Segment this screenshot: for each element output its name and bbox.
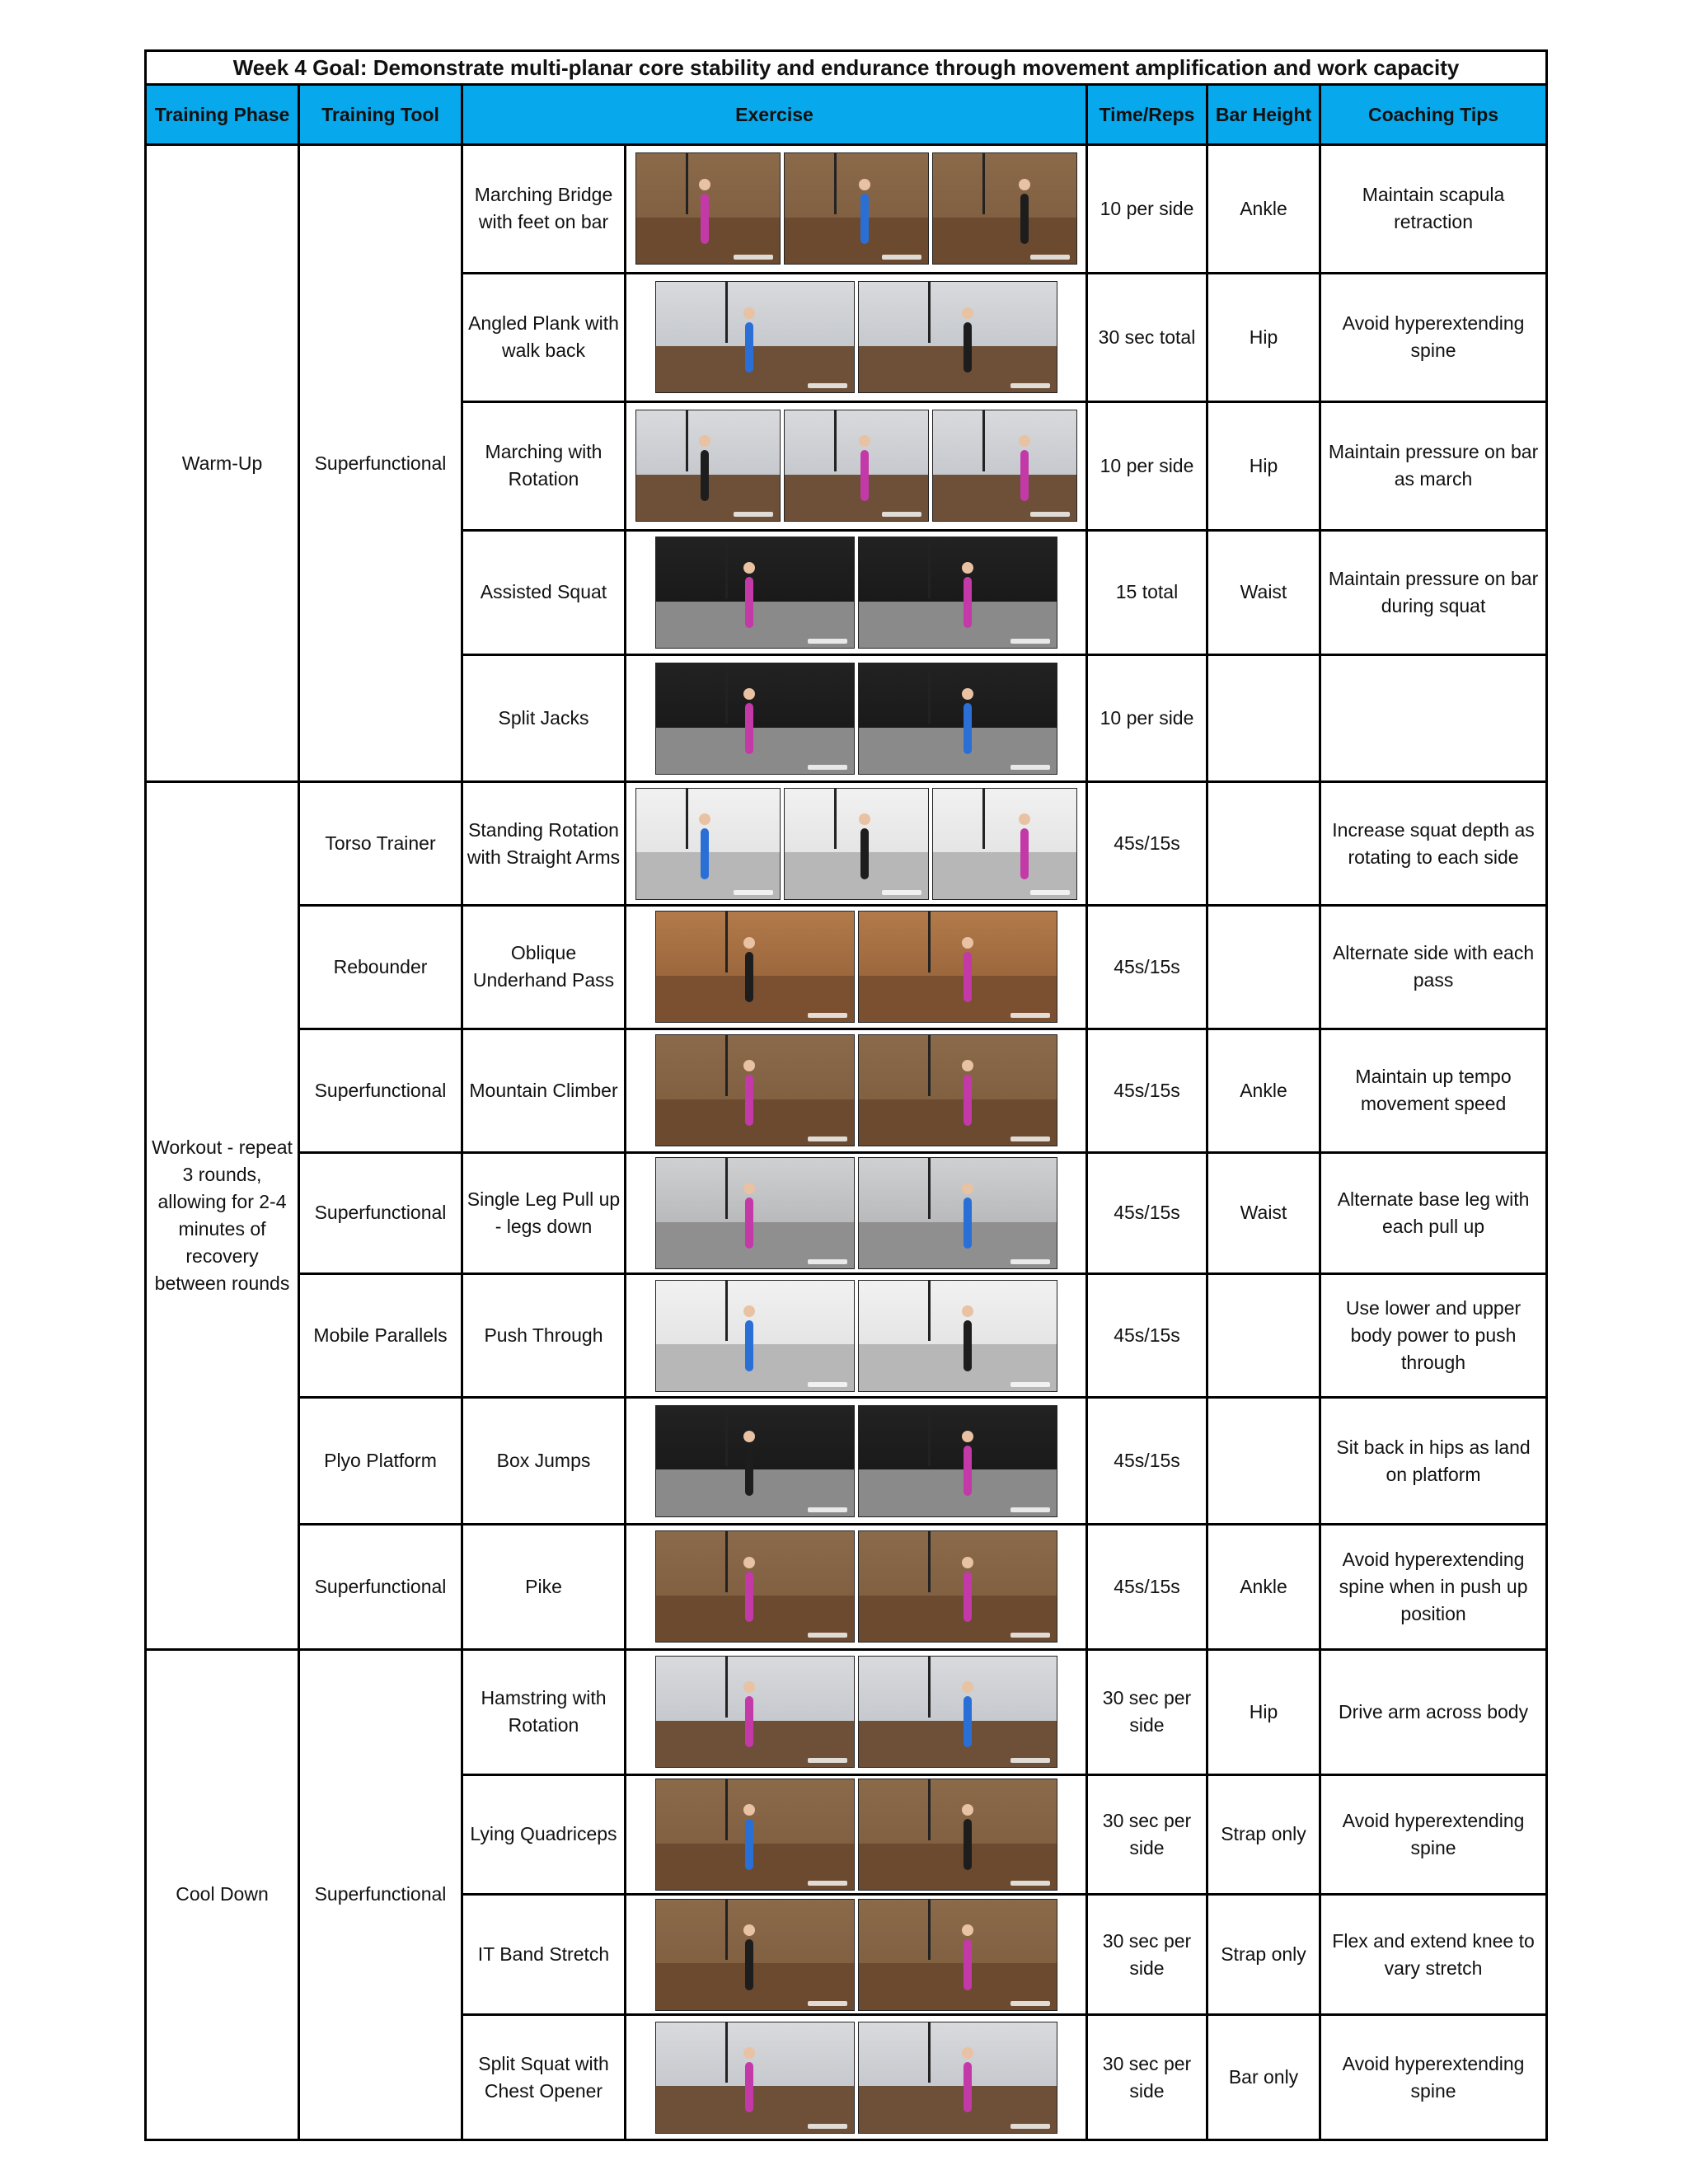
person-figure [964,1075,972,1126]
time-reps-cell: 10 per side [1087,401,1207,530]
coaching-tip-cell: Maintain scapula retraction [1320,145,1547,274]
exercise-images-cell [626,1029,1087,1152]
training-tool-cell: Mobile Parallels [299,1274,462,1398]
bar-height-cell: Ankle [1207,1524,1320,1649]
header-exercise: Exercise [462,85,1087,145]
exercise-name-cell: Mountain Climber [462,1029,626,1152]
person-figure [745,577,753,628]
person-figure [860,194,869,245]
time-reps-cell: 45s/15s [1087,1029,1207,1152]
bar-height-cell [1207,655,1320,782]
table-row [146,145,1547,274]
exercise-image-strip [626,274,1085,401]
table-row [146,906,1547,1029]
coaching-tip-cell: Sit back in hips as land on platform [1320,1398,1547,1525]
bar-height-cell: Hip [1207,273,1320,401]
watermark-logo [1010,2124,1050,2129]
person-figure [1020,194,1029,245]
time-reps-cell: 30 sec per side [1087,1649,1207,1774]
exercise-image-strip [626,2016,1085,2139]
coaching-tip-cell: Flex and extend knee to vary stretch [1320,1895,1547,2015]
exercise-photo [784,788,929,900]
person-figure [964,1696,972,1747]
exercise-images-cell [626,1152,1087,1274]
watermark-logo [808,383,847,388]
exercise-image-strip [626,1896,1085,2013]
time-reps-cell: 30 sec per side [1087,1774,1207,1895]
watermark-logo [1030,255,1070,260]
person-figure [701,828,709,879]
coaching-tip-cell: Avoid hyperextending spine [1320,2015,1547,2140]
exercise-photo [635,788,781,900]
exercise-photo [858,1899,1057,2011]
coaching-tip-cell [1320,655,1547,782]
exercise-images-cell [626,1774,1087,1895]
exercise-photo [858,1157,1057,1269]
watermark-logo [1030,890,1070,895]
watermark-logo [734,512,773,517]
person-figure [964,952,972,1003]
exercise-image-strip [626,1399,1085,1523]
exercise-name-cell: Angled Plank with walk back [462,273,626,401]
exercise-images-cell [626,273,1087,401]
exercise-photo [858,1530,1057,1643]
exercise-name-cell: Hamstring with Rotation [462,1649,626,1774]
exercise-photo [655,537,855,649]
person-figure [1020,828,1029,879]
header-coaching-tips: Coaching Tips [1320,85,1547,145]
exercise-image-strip [626,1154,1085,1273]
watermark-logo [808,1881,847,1886]
person-figure [745,1197,753,1249]
person-figure [964,1939,972,1990]
person-figure [745,1696,753,1747]
watermark-logo [808,2124,847,2129]
exercise-photo [655,911,855,1023]
coaching-tip-cell: Alternate base leg with each pull up [1320,1152,1547,1274]
watermark-logo [808,1013,847,1018]
person-figure [964,1572,972,1623]
watermark-logo [808,1137,847,1141]
bar-height-cell [1207,1398,1320,1525]
time-reps-cell: 45s/15s [1087,1152,1207,1274]
bar-height-cell: Ankle [1207,145,1320,274]
table-row [146,1398,1547,1525]
exercise-name-cell: Single Leg Pull up - legs down [462,1152,626,1274]
watermark-logo [1010,1507,1050,1512]
table-row [146,1029,1547,1152]
exercise-name-cell: Lying Quadriceps [462,1774,626,1895]
exercise-image-strip [626,907,1085,1028]
person-figure [964,703,972,754]
person-figure [964,577,972,628]
exercise-photo [858,1405,1057,1517]
exercise-images-cell [626,1398,1087,1525]
watermark-logo [734,890,773,895]
exercise-name-cell: Pike [462,1524,626,1649]
exercise-photo [858,281,1057,393]
time-reps-cell: 45s/15s [1087,1274,1207,1398]
person-figure [964,322,972,373]
watermark-logo [808,765,847,770]
time-reps-cell: 30 sec total [1087,273,1207,401]
workout-table [144,49,1548,2141]
time-reps-cell: 45s/15s [1087,906,1207,1029]
exercise-image-strip [626,1651,1085,1774]
training-tool-cell: Plyo Platform [299,1398,462,1525]
time-reps-cell: 45s/15s [1087,782,1207,906]
exercise-image-strip [626,1030,1085,1151]
time-reps-cell: 45s/15s [1087,1398,1207,1525]
coaching-tip-cell: Drive arm across body [1320,1649,1547,1774]
watermark-logo [882,512,921,517]
training-tool-cell: Superfunctional [299,1152,462,1274]
training-tool-cell: Superfunctional [299,145,462,782]
person-figure [745,322,753,373]
exercise-images-cell [626,401,1087,530]
person-figure [860,450,869,501]
exercise-images-cell [626,1649,1087,1774]
person-figure [745,703,753,754]
watermark-logo [1010,383,1050,388]
person-figure [745,952,753,1003]
table-row [146,1152,1547,1274]
watermark-logo [808,2001,847,2006]
time-reps-cell: 10 per side [1087,655,1207,782]
training-phase-cell: Warm-Up [146,145,299,782]
exercise-image-strip [626,146,1085,272]
exercise-photo [655,1530,855,1643]
exercise-image-strip [626,656,1085,780]
watermark-logo [808,1633,847,1638]
bar-height-cell: Waist [1207,1152,1320,1274]
exercise-name-cell: Standing Rotation with Straight Arms [462,782,626,906]
exercise-images-cell [626,1895,1087,2015]
coaching-tip-cell: Avoid hyperextending spine when in push up position [1320,1524,1547,1649]
exercise-name-cell: Marching Bridge with feet on bar [462,145,626,274]
exercise-name-cell: Oblique Underhand Pass [462,906,626,1029]
training-tool-cell: Rebounder [299,906,462,1029]
exercise-photo [655,2022,855,2134]
coaching-tip-cell: Alternate side with each pass [1320,906,1547,1029]
bar-height-cell: Ankle [1207,1029,1320,1152]
exercise-photo [858,1656,1057,1768]
bar-height-cell: Hip [1207,1649,1320,1774]
person-figure [964,1197,972,1249]
exercise-images-cell [626,530,1087,655]
bar-height-cell: Bar only [1207,2015,1320,2140]
bar-height-cell [1207,782,1320,906]
exercise-images-cell [626,145,1087,274]
watermark-logo [1010,1758,1050,1763]
exercise-name-cell: Split Jacks [462,655,626,782]
exercise-photo [635,410,781,522]
header-bar-height: Bar Height [1207,85,1320,145]
bar-height-cell [1207,906,1320,1029]
coaching-tip-cell: Increase squat depth as rotating to each side [1320,782,1547,906]
training-tool-cell: Torso Trainer [299,782,462,906]
person-figure [745,1819,753,1870]
watermark-logo [1010,1259,1050,1264]
exercise-images-cell [626,655,1087,782]
exercise-photo [932,152,1077,265]
time-reps-cell: 10 per side [1087,145,1207,274]
person-figure [964,1819,972,1870]
table-row [146,1649,1547,1774]
training-tool-cell: Superfunctional [299,1649,462,2139]
exercise-photo [932,788,1077,900]
watermark-logo [1030,512,1070,517]
exercise-images-cell [626,2015,1087,2140]
person-figure [964,1446,972,1497]
coaching-tip-cell: Use lower and upper body power to push through [1320,1274,1547,1398]
coaching-tip-cell: Avoid hyperextending spine [1320,1774,1547,1895]
training-phase-cell: Workout - repeat 3 rounds, allowing for 2-4 minutes of recovery between rounds [146,782,299,1650]
watermark-logo [808,1507,847,1512]
exercise-name-cell: IT Band Stretch [462,1895,626,2015]
training-tool-cell: Superfunctional [299,1524,462,1649]
bar-height-cell: Hip [1207,401,1320,530]
person-figure [701,450,709,501]
person-figure [701,194,709,245]
exercise-image-strip [626,1526,1085,1648]
exercise-photo [635,152,781,265]
training-phase-cell: Cool Down [146,1649,299,2139]
exercise-photo [655,663,855,775]
exercise-images-cell [626,782,1087,906]
exercise-photo [655,1034,855,1146]
watermark-logo [1010,1013,1050,1018]
watermark-logo [808,1382,847,1387]
exercise-photo [858,663,1057,775]
watermark-logo [1010,1881,1050,1886]
exercise-image-strip [626,532,1085,654]
exercise-photo [784,152,929,265]
watermark-logo [1010,639,1050,644]
table-row [146,1274,1547,1398]
exercise-photo [932,410,1077,522]
bar-height-cell [1207,1274,1320,1398]
watermark-logo [1010,1137,1050,1141]
exercise-photo [655,1157,855,1269]
time-reps-cell: 45s/15s [1087,1524,1207,1649]
header-training-phase: Training Phase [146,85,299,145]
exercise-image-strip [626,1275,1085,1396]
exercise-photo [655,1280,855,1392]
person-figure [745,1075,753,1126]
coaching-tip-cell: Maintain up tempo movement speed [1320,1029,1547,1152]
watermark-logo [808,1259,847,1264]
header-training-tool: Training Tool [299,85,462,145]
watermark-logo [1010,1382,1050,1387]
exercise-images-cell [626,906,1087,1029]
coaching-tip-cell: Maintain pressure on bar as march [1320,401,1547,530]
header-time-reps: Time/Reps [1087,85,1207,145]
exercise-name-cell: Push Through [462,1274,626,1398]
exercise-images-cell [626,1524,1087,1649]
person-figure [745,1446,753,1497]
table-row [146,1524,1547,1649]
exercise-photo [858,2022,1057,2134]
person-figure [745,1572,753,1623]
person-figure [745,1939,753,1990]
exercise-photo [655,281,855,393]
header-row [146,85,1547,145]
exercise-photo [655,1405,855,1517]
exercise-photo [858,1280,1057,1392]
exercise-photo [858,1779,1057,1891]
watermark-logo [808,639,847,644]
watermark-logo [1010,2001,1050,2006]
exercise-photo [858,911,1057,1023]
watermark-logo [734,255,773,260]
person-figure [745,1320,753,1371]
exercise-image-strip [626,1776,1085,1894]
person-figure [860,828,869,879]
table-row [146,782,1547,906]
watermark-logo [808,1758,847,1763]
watermark-logo [1010,765,1050,770]
exercise-photo [655,1779,855,1891]
exercise-images-cell [626,1274,1087,1398]
exercise-name-cell: Box Jumps [462,1398,626,1525]
bar-height-cell: Strap only [1207,1895,1320,2015]
exercise-name-cell: Split Squat with Chest Opener [462,2015,626,2140]
watermark-logo [1010,1633,1050,1638]
exercise-image-strip [626,403,1085,529]
time-reps-cell: 15 total [1087,530,1207,655]
exercise-photo [655,1656,855,1768]
watermark-logo [882,255,921,260]
exercise-photo [858,1034,1057,1146]
training-tool-cell: Superfunctional [299,1029,462,1152]
person-figure [964,2062,972,2113]
watermark-logo [882,890,921,895]
exercise-photo [858,537,1057,649]
exercise-name-cell: Marching with Rotation [462,401,626,530]
person-figure [745,2062,753,2113]
time-reps-cell: 30 sec per side [1087,2015,1207,2140]
time-reps-cell: 30 sec per side [1087,1895,1207,2015]
person-figure [964,1320,972,1371]
coaching-tip-cell: Avoid hyperextending spine [1320,273,1547,401]
exercise-photo [784,410,929,522]
bar-height-cell: Waist [1207,530,1320,655]
exercise-image-strip [626,783,1085,904]
exercise-name-cell: Assisted Squat [462,530,626,655]
person-figure [1020,450,1029,501]
bar-height-cell: Strap only [1207,1774,1320,1895]
coaching-tip-cell: Maintain pressure on bar during squat [1320,530,1547,655]
exercise-photo [655,1899,855,2011]
week-goal-title: Week 4 Goal: Demonstrate multi-planar core stability and endurance through movement amplification and work capacity [146,51,1547,85]
